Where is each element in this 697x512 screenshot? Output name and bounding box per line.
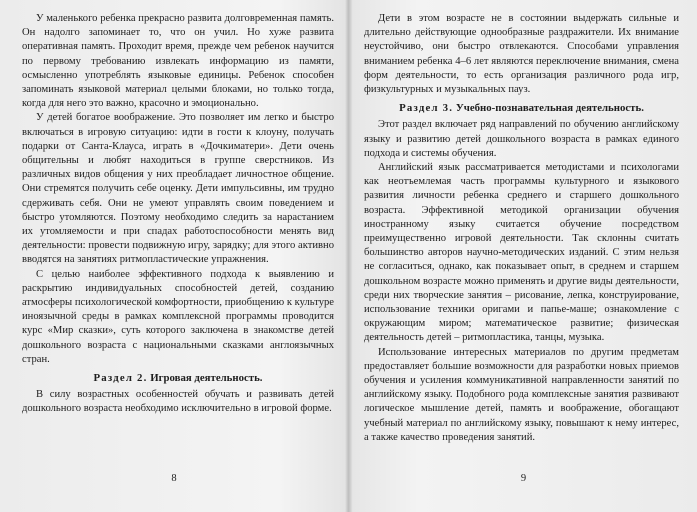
right-paragraph-2: Этот раздел включает ряд направлений по обучению английскому языку и развитию детей дошкольного возраста в рамках единого подхода и системы обучения. [364,119,679,159]
left-paragraph-4: В силу возрастных особенностей обучать и развивать детей дошкольного возраста необходимо исключительно в игровой форме. [22,389,334,415]
left-page [0,0,348,512]
section-3-heading [364,101,679,115]
section-2-title: Игровая деятельность. [150,372,263,385]
left-paragraph-2: У детей богатое воображение. Это позволяет им легко и быстро включаться в игровую ситуацию: идти в гости к клоуну, получать подарки от Санта-Клауса, играть в «Дочкиматери». Дети очень общительны и любят находиться в группе сверстников. Из различных видов общения у них преобладает личностное общение. Они стремятся получить себе оценку. Дети импульсивны, им трудно сдерживать себя. Они не умеют управлять своим поведением и быстро утомляются. Поэтому необходимо следить за нарастанием их утомляемости и при спадах работоспособности менять вид деятельности: провести подвижную игру, зарядку; для этого активно вводятся на занятиях ритмопластические упражнения. [22,112,334,266]
section-2-heading [22,371,334,385]
right-page-number: 9 [520,473,527,484]
right-paragraph-3: Английский язык рассматривается методистами и психологами как неотъемлемая часть программы культурного и языкового развития личности ребенка среднего и старшего дошкольного возраста. Эффективной методикой организации обучения иностранному языку считается обучение посредством преимущественно игровой деятельности. Так склонны считать большинство авторов научно-методических изданий. С этим нельзя не согласиться, однако, как показывает опыт, в среднем и старшем дошкольном возрасте можно применять и другие виды деятельности, среди них творческие занятия – рисование, лепка, конструирование, использование техники оригами и папье-маше; ознакомление с окружающим миром; математическое развитие; физическая деятельность детей – ритмопластика, танцы, музыка. [364,162,679,344]
left-paragraph-3: С целью наиболее эффективного подхода к выявлению и раскрытию индивидуальных способностей детей, созданию атмосферы психологической комфортности, приобщению к культуре иноязычной среды в рамках комплексной программы проводится курс «Мир сказки», суть которого заключена в знакомстве детей дошкольного возраста с национальными сказками англоязычных стран. [22,268,334,365]
left-page-number: 8 [171,473,177,484]
right-paragraph-1: Дети в этом возрасте не в состоянии выдержать сильные и длительно действующие однообразные раздражители. Их внимание неустойчиво, они быстро отвлекаются. Способами управления вниманием ребенка 4–6 лет являются переключение внимания, смена форм деятельности, то есть организация различного рода игр, физкультурных и музыкальных пауз. [364,13,679,96]
left-paragraph-1: У маленького ребенка прекрасно развита долговременная память. Он надолго запоминает то, что он учил. Но хуже развита оперативная память. Проходит время, прежде чем ребенок научится по первому требованию извлекать информацию из памяти, осмысленно употреблять языковые единицы. Ребенок способен запоминать языковой материал целыми блоками, но только тогда, когда для него это важно, красочно и эмоционально. [22,13,334,110]
right-paragraph-4: Использование интересных материалов по другим предметам предоставляет большие возможности для разработки новых приемов обучения и усиления коммуникативной направленности занятий по английскому языку. Подобного рода комплексные занятия развивают логическое мышление детей, память и воображение, обогащают учебный материал по английскому языку, повышают к нему интерес, а также качество проведения занятий. [364,346,679,443]
right-page-text [364,12,679,445]
section-2-label: Раздел 2. [93,372,148,385]
section-3-title: Учебно-познавательная деятельность. [455,102,644,115]
section-3-label: Раздел 3. [399,102,454,115]
right-page [350,0,697,512]
left-page-text [22,12,334,417]
